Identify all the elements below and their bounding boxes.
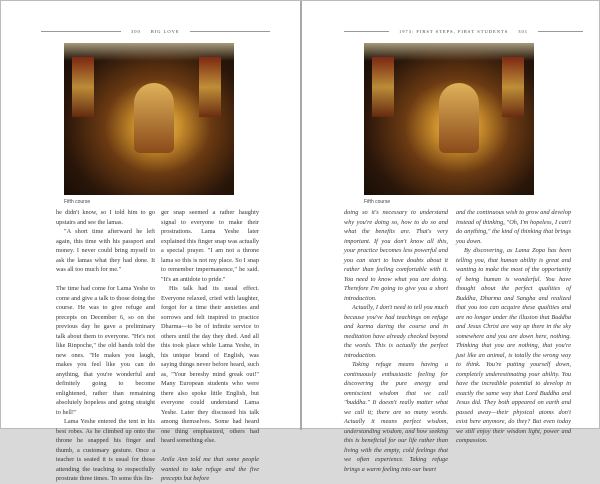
right-running-header: [344, 29, 583, 34]
photo-fifth-course: [64, 43, 234, 195]
paragraph: By discovering, as Lama Zopa has been telling you, that human ability is great and wanting to make the most of the opportunity of being human is wonderful. You have thought about the perfect qualities of Buddha, Dharma and Sangha and realized that you too can acquire these qualities and are no longer under the illusion that Buddha and Jesus Christ are way up there in the sky somewhere and you are down here, nothing. Thinking that you are nothing, that you're just like an animal, is totally the wrong way to think. You're putting yourself down, completely underestimating your ability. You have the incredible potential to develop in exactly the same way that Lord Buddha and Jesus did. They both appeared on earth and passed away—their physical atoms don't exist here anymore, do they? But even today we still enjoy their wisdom light, power and compassion.: [456, 247, 571, 444]
paragraph: "A short time afterward he left again, this time with his passport and money. I never could bring myself to ask the lamas what they had done. It was all too much for me.": [56, 228, 155, 273]
photo-caption: Fifth course: [64, 199, 91, 205]
running-head: 1973: FIRST STEPS, FIRST STUDENTS: [399, 29, 509, 34]
paragraph: Taking refuge means having a continuously enthusiastic feeling for discovering the pure energy and omniscient wisdom that we call "buddha." It doesn't really matter what we call it; there are so many words. Actually it means perfect wisdom, understanding wisdom, and how seeking this is beneficial for our life rather than living with the empty, cold feelings that we often experience. Taking refuge brings a warm feeling into our heart: [344, 361, 448, 473]
paragraph: Lama Yeshe entered the tent in his best robes. As he climbed up onto the throne he snapped his finger and thumb, a customary gesture. Once a teacher is seated it is usual for those attending the teaching to respectfully prostrate three times. To some this fin-: [56, 418, 155, 482]
photo-fifth-course: [364, 43, 534, 195]
paragraph: His talk had its usual effect. Everyone relaxed, cried with laughter, forgot for a time their anxieties and sorrows and felt inspired to practice Dharma—to be of infinite service to others until the day they died. And all this took place while Lama Yeshe, in his unique brand of English, was saying things never before heard, such as, "Your bereshy mind greak out!" Many European students who were there also spoke little English, but everyone could understand Lama Yeshe. Later they discussed his talk among themselves. Some had heard one thing emphasized, others had heard something else.: [161, 285, 259, 444]
running-head: BIG LOVE: [150, 29, 180, 34]
paragraph: ger snap seemed a rather haughty signal to everyone to make their prostrations. Lama Yeshe later explained this finger snap was actually a special prayer. "I am not a throne lama so this is not my place. So I snap to remember impermanence," he said. "It's an antidote to pride.": [161, 209, 259, 283]
paragraph: and the continuous wish to grow and develop instead of thinking, "Oh, I'm hopeless, I can't do anything," the kind of thinking that brings you down.: [456, 209, 571, 245]
header-rule: [41, 31, 121, 32]
right-text-column-2: [456, 208, 571, 446]
gutter-divider: [300, 1, 302, 430]
header-rule: [344, 31, 389, 32]
right-text-column-1: [344, 208, 448, 474]
paragraph: The time had come for Lama Yeshe to come and give a talk to those doing the course. He was to give refuge and precepts on December 6, so on the previous day he gave a preliminary talk about them to everyone. "He's not like Rinpoche," the old hands told the new ones. "He makes you laugh, makes you feel like you can do anything, that you're wonderful and definitely going to become enlightened, rather than remaining absolutely hopeless and going straight to hell!": [56, 285, 155, 416]
page-number: 300: [131, 29, 141, 34]
paragraph: doing so it's necessary to understand why you're doing so, how to do so and what the benefits are. That's very important. If you don't know all this, your practice becomes less powerful and you can start to have doubts about it rather than feeling comfortable with it. You need to know what you are doing. Therefore I'm going to give you a short introduction.: [344, 209, 448, 302]
header-rule: [538, 31, 583, 32]
page-number: 301: [518, 29, 528, 34]
left-text-column-2: [161, 208, 259, 484]
paragraph: he didn't know, so I told him to go upstairs and see the lamas.: [56, 209, 155, 226]
paragraph: Actually, I don't need to tell you much because you've had teachings on refuge and karma during the course and in meditation have already checked beyond the words. This is actually the perfect introduction.: [344, 304, 448, 359]
header-rule: [190, 31, 270, 32]
paragraph: Anila Ann told me that some people wanted to take refuge and the five precepts but before: [161, 456, 259, 482]
left-text-column-1: [56, 208, 155, 484]
photo-caption: Fifth course: [364, 199, 391, 205]
left-running-header: [41, 29, 270, 34]
